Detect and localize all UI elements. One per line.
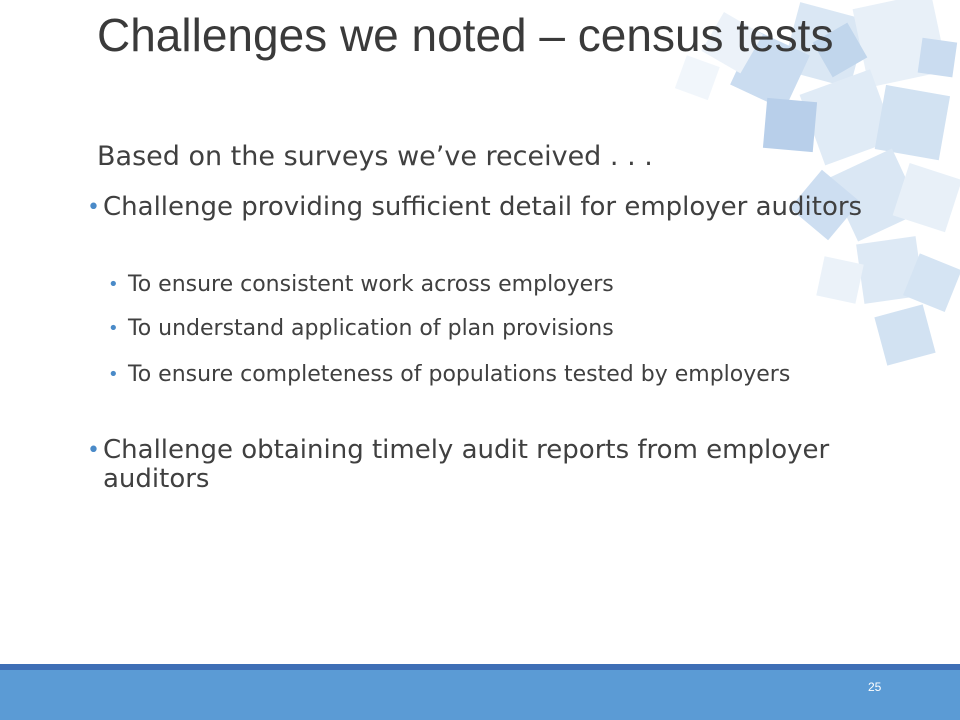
bullet-dot-icon: • (108, 274, 119, 295)
sub-bullet-text: To understand application of plan provisions (128, 316, 614, 341)
footer-bar (0, 670, 960, 720)
bullet-dot-icon: • (108, 318, 119, 339)
page-number: 25 (868, 680, 882, 694)
sub-bullet-text: To ensure consistent work across employers (128, 272, 614, 297)
sub-bullet-item (108, 272, 828, 297)
bullet-text: Challenge providing sufficient detail for employer auditors (103, 192, 863, 222)
bullet-item (87, 435, 863, 494)
sub-bullet-item (108, 316, 828, 341)
intro-text: Based on the surveys we’ve received . . . (97, 141, 653, 172)
sub-bullet-text: To ensure completeness of populations tested by employers (128, 362, 791, 387)
bullet-dot-icon: • (108, 364, 119, 385)
sub-bullet-item (108, 362, 828, 387)
bullet-text: Challenge obtaining timely audit reports from employer auditors (103, 435, 830, 494)
bullet-dot-icon: • (87, 195, 100, 220)
bullet-dot-icon: • (87, 438, 100, 463)
bullet-item (87, 192, 863, 222)
slide-title: Challenges we noted – census tests (97, 9, 834, 61)
